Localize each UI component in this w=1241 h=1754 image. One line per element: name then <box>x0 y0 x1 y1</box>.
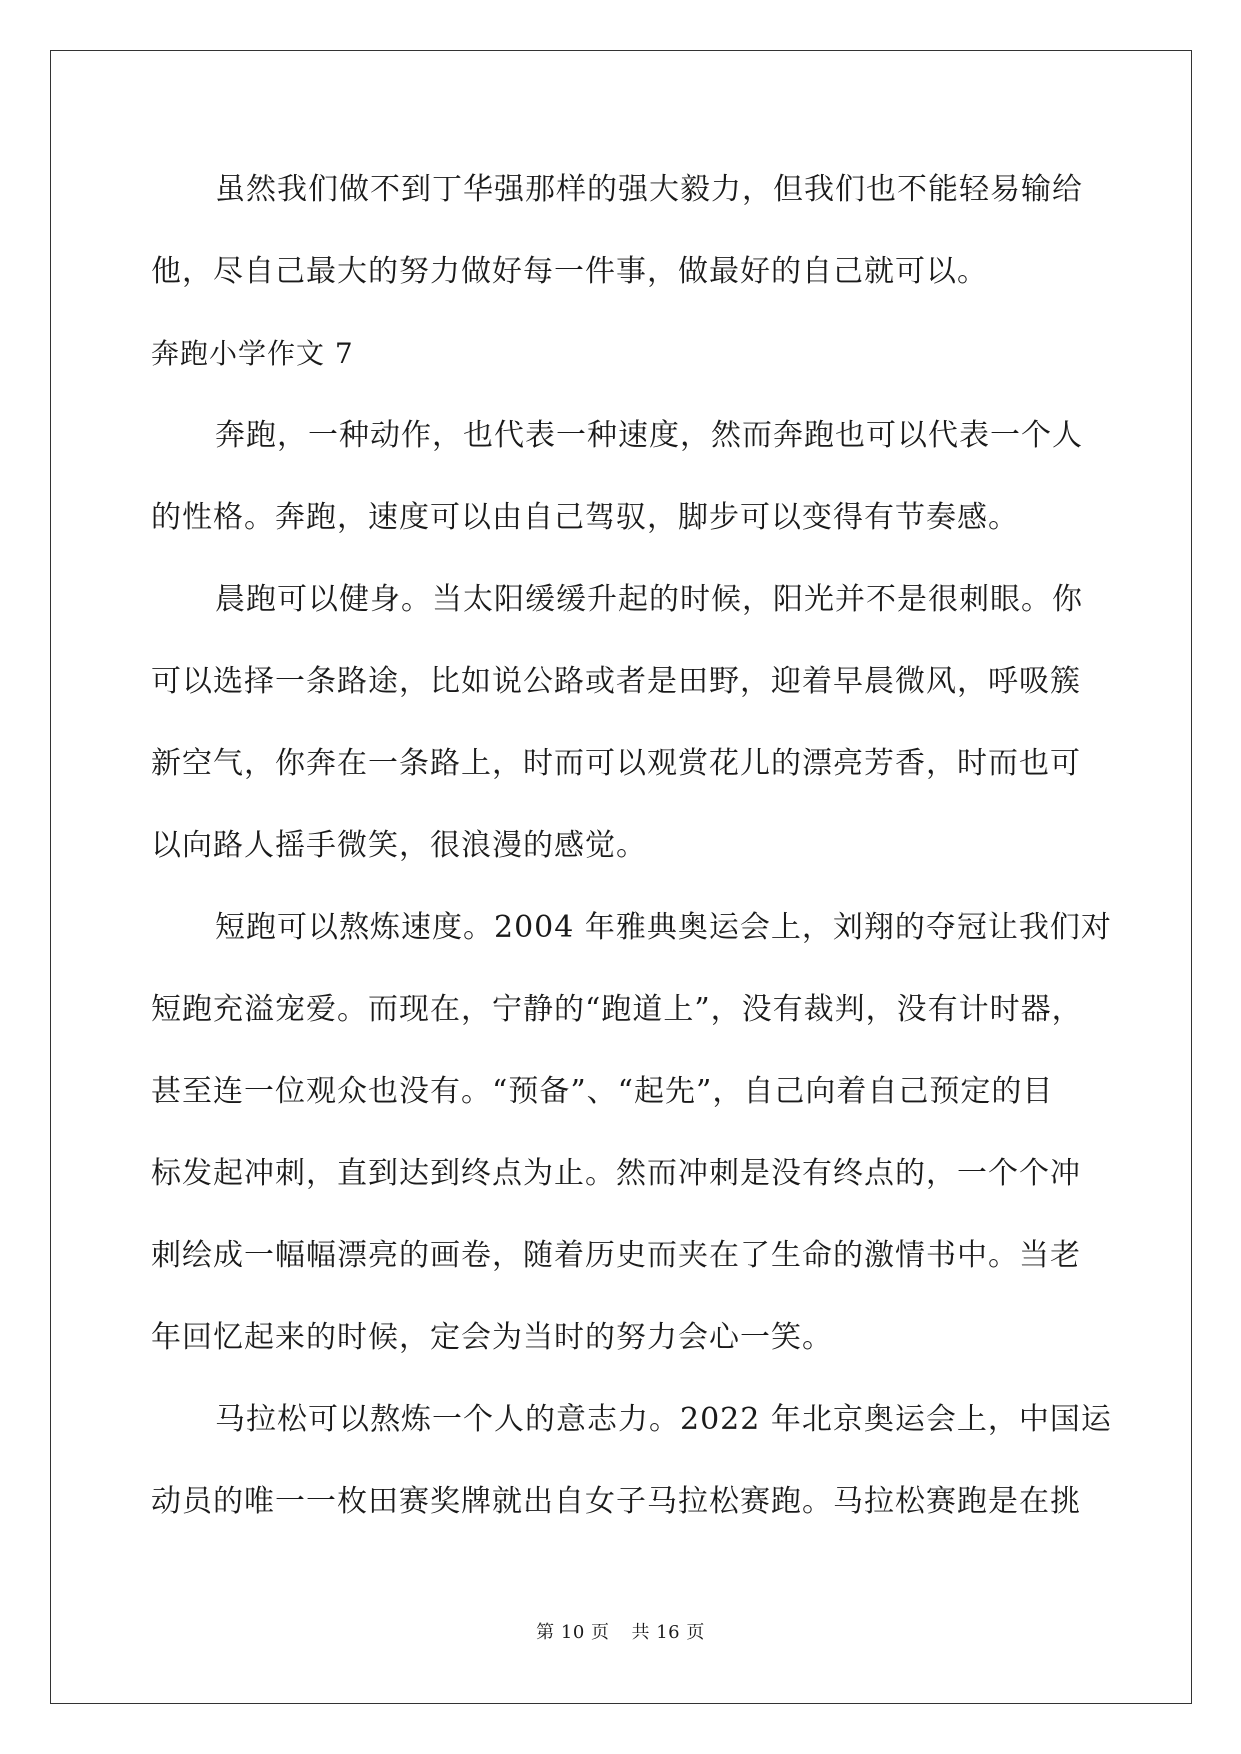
paragraph-line: 标发起冲刺，直到达到终点为止。然而冲刺是没有终点的，一个个冲 <box>151 1156 1081 1191</box>
paragraph-line: 年回忆起来的时候，定会为当时的努力会心一笑。 <box>151 1320 833 1355</box>
paragraph-line: 晨跑可以健身。当太阳缓缓升起的时候，阳光并不是很刺眼。你 <box>215 582 1083 617</box>
document-body <box>151 149 1112 1543</box>
paragraph-line: 刺绘成一幅幅漂亮的画卷，随着历史而夹在了生命的激情书中。当老 <box>151 1238 1081 1273</box>
paragraph-line: 虽然我们做不到丁华强那样的强大毅力，但我们也不能轻易输给 <box>215 172 1083 207</box>
page-total: 共 16 页 <box>631 1622 705 1643</box>
paragraph-line: 甚至连一位观众也没有。“预备”、“起先”，自己向着自己预定的目 <box>151 1074 1054 1109</box>
paragraph-line: 新空气，你奔在一条路上，时而可以观赏花儿的漂亮芳香，时而也可 <box>151 746 1081 781</box>
section-heading: 奔跑小学作文 7 <box>151 337 354 370</box>
paragraph-line: 马拉松可以熬炼一个人的意志力。2022 年北京奥运会上，中国运 <box>215 1402 1112 1437</box>
paragraph-line: 奔跑，一种动作，也代表一种速度，然而奔跑也可以代表一个人 <box>215 418 1083 453</box>
page-footer <box>0 1618 1241 1644</box>
paragraph-line: 短跑充溢宠爱。而现在，宁静的“跑道上”，没有裁判，没有计时器， <box>151 992 1083 1027</box>
paragraph-line: 以向路人摇手微笑，很浪漫的感觉。 <box>151 828 647 863</box>
paragraph-line: 可以选择一条路途，比如说公路或者是田野，迎着早晨微风，呼吸簇 <box>151 664 1081 699</box>
paragraph-line: 动员的唯一一枚田赛奖牌就出自女子马拉松赛跑。马拉松赛跑是在挑 <box>151 1484 1081 1519</box>
paragraph-line: 他，尽自己最大的努力做好每一件事，做最好的自己就可以。 <box>151 254 988 289</box>
page-number: 第 10 页 <box>536 1622 610 1643</box>
paragraph-line: 短跑可以熬炼速度。2004 年雅典奥运会上，刘翔的夺冠让我们对 <box>215 910 1112 945</box>
paragraph-line: 的性格。奔跑，速度可以由自己驾驭，脚步可以变得有节奏感。 <box>151 500 1019 535</box>
